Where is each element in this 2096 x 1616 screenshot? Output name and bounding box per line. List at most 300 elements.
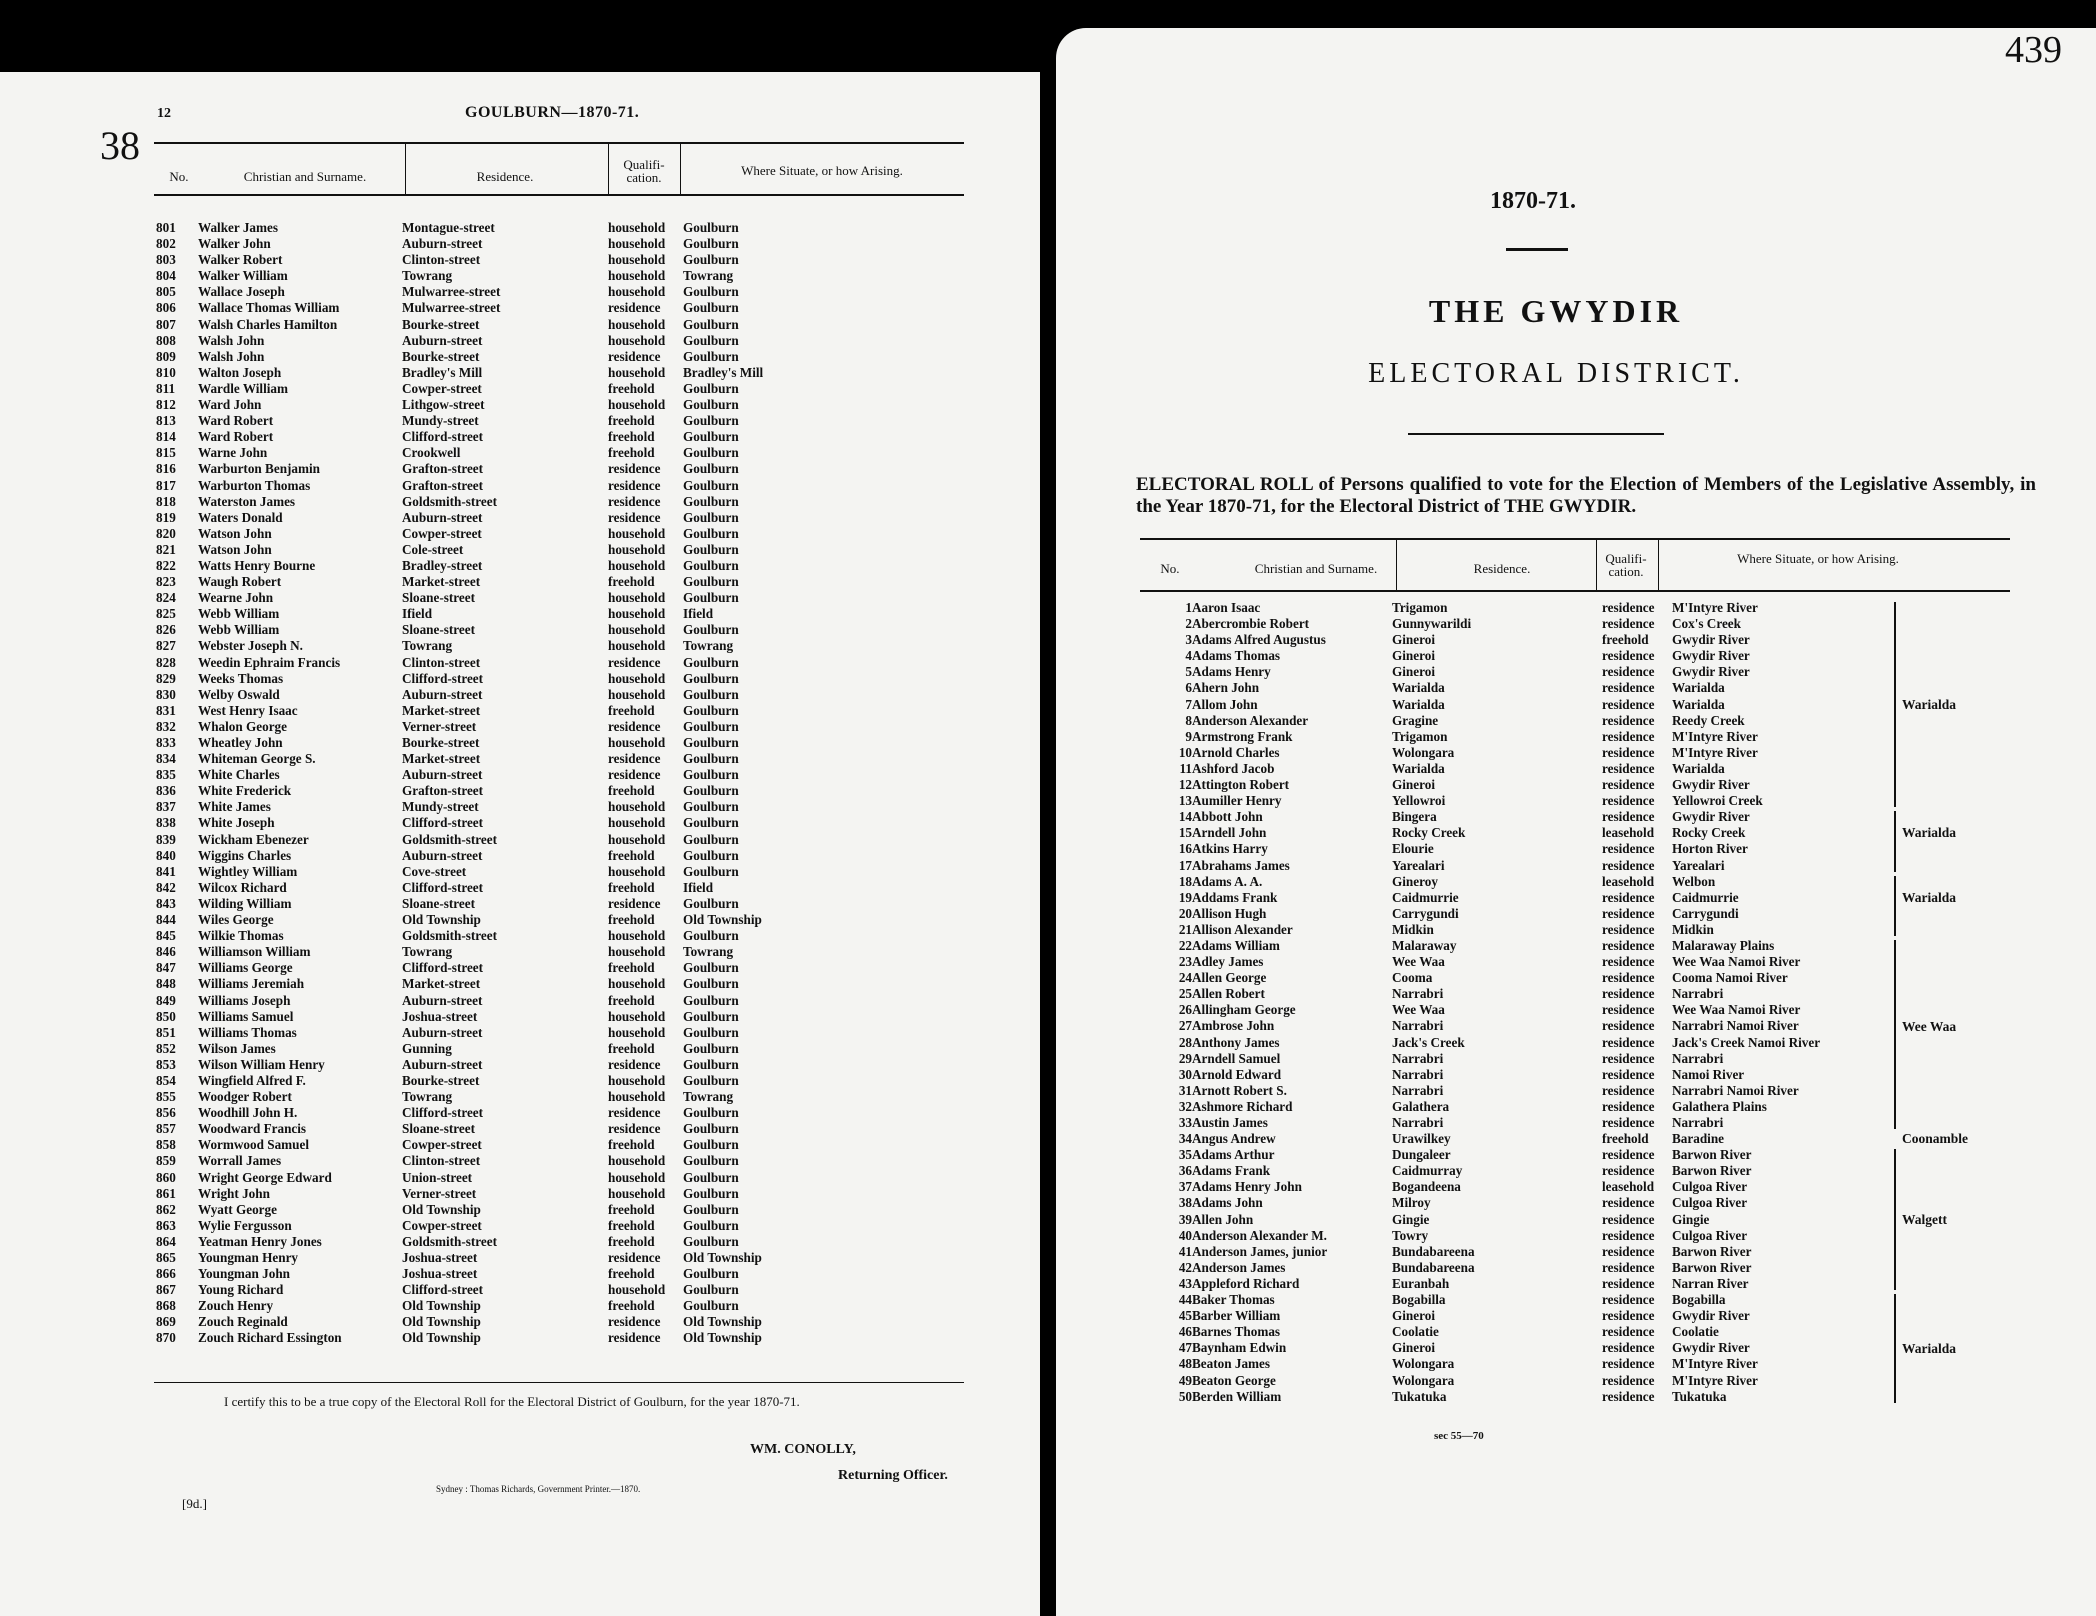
col-header-residence: Residence. [1473,561,1531,576]
qualification: household [608,236,666,252]
entry-number: 803 [156,252,176,268]
table-row [156,1330,843,1346]
qualification: residence [1602,1356,1655,1372]
residence: Galathera [1392,1098,1450,1114]
group-label: Coonamble [1902,1131,1969,1147]
voter-name: Ashford Jacob [1192,760,1275,776]
table-row [156,896,843,912]
table-row [156,687,843,703]
where-situate: Goulburn [683,300,739,316]
entry-number: 30 [1178,1066,1192,1082]
table-row [1150,1083,1862,1099]
voter-name: Arnold Edward [1192,1066,1282,1082]
voter-name: Allen Robert [1192,986,1265,1002]
voter-name: Arndell Samuel [1192,1050,1281,1066]
table-row [1150,954,1862,970]
qualification: household [608,670,666,686]
where-situate: Goulburn [683,541,739,557]
residence: Narrabri [1392,1082,1444,1098]
table-row [156,445,843,461]
entry-number: 862 [156,1201,176,1217]
entry-number: 822 [156,557,176,573]
table-row [156,300,843,316]
entry-number: 16 [1178,841,1192,857]
where-situate: Goulburn [683,622,739,638]
qualification: residence [608,348,661,364]
voter-name: Waugh Robert [198,574,282,590]
table-row [156,429,843,445]
residence: Market-street [402,574,481,590]
residence: Crookwell [402,445,461,461]
table-row [1150,1244,1862,1260]
voter-name: Ward John [198,397,262,413]
voter-name: Baynham Edwin [1192,1340,1287,1356]
residence: Bogabilla [1392,1292,1446,1308]
table-bottom-rule [154,1382,964,1383]
where-situate: Goulburn [683,525,739,541]
qualification: residence [1602,1340,1655,1356]
table-row [1150,825,1862,841]
qualification: residence [1602,1308,1655,1324]
qualification: residence [1602,1018,1655,1034]
where-situate: Barwon River [1672,1163,1752,1179]
voter-name: Williams Joseph [198,992,291,1008]
table-row [156,1105,843,1121]
residence: Towrang [402,638,453,654]
residence: Sloane-street [402,590,476,606]
voter-name: Ward Robert [198,429,274,445]
qualification: residence [608,300,661,316]
qualification: household [608,606,666,622]
qualification: residence [1602,1211,1655,1227]
qualification: freehold [608,445,655,461]
col-divider [1396,540,1397,592]
voter-name: Abbott John [1192,809,1263,825]
entry-number: 836 [156,783,176,799]
residence: Lithgow-street [402,397,485,413]
qualification: freehold [608,992,655,1008]
where-situate: Narrabri Namoi River [1672,1082,1799,1098]
entry-number: 834 [156,751,176,767]
qualification: residence [1602,889,1655,905]
where-situate: Baradine [1672,1131,1725,1147]
voter-name: Anderson Alexander M. [1192,1227,1327,1243]
voter-name: Youngman John [198,1266,290,1282]
residence: Gunnywarildi [1392,616,1472,632]
table-row [156,1266,843,1282]
qualification: residence [608,718,661,734]
voter-name: Walker James [198,220,278,235]
qualification: freehold [608,879,655,895]
residence: Gragine [1392,712,1439,728]
entry-number: 842 [156,879,176,895]
table-row [156,236,843,252]
where-situate: Goulburn [683,332,739,348]
qualification: residence [1602,1259,1655,1275]
voter-name: Wilson William Henry [198,1056,325,1072]
entry-number: 44 [1178,1292,1192,1308]
voter-name: Aaron Isaac [1192,600,1261,615]
col-header-where: Where Situate, or how Arising. [741,163,903,178]
where-situate: Goulburn [683,1121,739,1137]
entry-number: 865 [156,1250,176,1265]
table-row [156,719,843,735]
residence: Narrabri [1392,1066,1444,1082]
entry-number: 21 [1178,921,1192,937]
entry-number: 37 [1178,1179,1192,1195]
entry-number: 40 [1178,1227,1192,1243]
voter-name: Barnes Thomas [1192,1324,1281,1340]
table-row [156,1137,843,1153]
entry-number: 33 [1178,1115,1192,1130]
table-row [156,1218,843,1234]
qualification: leasehold [1602,1179,1655,1195]
qualification: leasehold [1602,873,1655,889]
residence: Bourke-street [402,1072,480,1088]
table-row [1150,697,1862,713]
voter-name: Allom John [1192,696,1258,712]
entry-number: 846 [156,944,176,960]
group-label: Warialda [1902,696,1957,712]
residence: Clifford-street [402,815,484,831]
voter-name: Austin James [1192,1115,1268,1130]
qualification: residence [608,1056,661,1072]
where-situate: Culgoa River [1672,1195,1748,1211]
where-situate: Goulburn [683,976,739,992]
where-situate: Towrang [683,638,734,654]
table-row [1150,858,1862,874]
col-header-no: No. [169,169,189,184]
electoral-roll-table [156,220,843,1347]
table-row [156,799,843,815]
entry-number: 801 [156,220,176,235]
table-row [1150,1067,1862,1083]
where-situate: Goulburn [683,316,739,332]
where-situate: Goulburn [683,590,739,606]
entry-number: 34 [1178,1131,1192,1147]
entry-number: 828 [156,654,176,670]
title-rule-short [1506,248,1568,251]
voter-name: Allen George [1192,970,1267,986]
entry-number: 35 [1178,1147,1192,1163]
where-situate: M'Intyre River [1672,728,1758,744]
table-row [1150,1324,1862,1340]
qualification: household [608,863,666,879]
where-situate: Goulburn [683,751,739,767]
qualification: residence [1602,696,1655,712]
qualification: household [608,831,666,847]
table-row [1150,664,1862,680]
where-situate: Gwydir River [1672,777,1750,793]
entry-number: 805 [156,284,176,300]
voter-name: White James [198,799,271,815]
qualification: residence [1602,1195,1655,1211]
entry-number: 22 [1178,937,1192,953]
table-row [156,944,843,960]
voter-name: Adams Alfred Augustus [1192,632,1326,648]
residence: Wolongara [1392,744,1455,760]
residence: Auburn-street [402,767,483,783]
where-situate: Gwydir River [1672,1340,1750,1356]
entry-number: 31 [1178,1082,1192,1098]
where-situate: Goulburn [683,1072,739,1088]
table-row [1150,1179,1862,1195]
table-row [156,1186,843,1202]
group-label: Warialda [1902,889,1957,905]
table-row [1150,1292,1862,1308]
qualification: residence [1602,841,1655,857]
table-row [156,1314,843,1330]
table-row [156,1250,843,1266]
entry-number: 857 [156,1121,176,1137]
entry-number: 7 [1185,696,1192,712]
qualification: household [608,525,666,541]
where-situate: Goulburn [683,831,739,847]
qualification: household [608,332,666,348]
group-bracket [1888,876,1896,936]
voter-name: Waterston James [198,493,296,509]
qualification: household [608,1153,666,1169]
district-subtitle: ELECTORAL DISTRICT. [1368,358,1744,389]
entry-number: 806 [156,300,176,316]
entry-number: 18 [1178,873,1192,889]
entry-number: 49 [1178,1372,1192,1388]
residence: Bourke-street [402,735,480,750]
table-row [156,1282,843,1298]
residence: Malaraway [1392,937,1457,953]
right-page [1056,28,2096,1616]
qualification: residence [1602,1372,1655,1388]
residence: Auburn-street [402,686,483,702]
qualification: freehold [608,1137,655,1153]
where-situate: Narrabri [1672,986,1724,1002]
table-row [156,832,843,848]
voter-name: Watson John [198,525,272,541]
where-situate: Warialda [1672,760,1725,776]
qualification: household [608,1089,666,1105]
where-situate: Culgoa River [1672,1179,1748,1195]
residence: Jack's Creek [1392,1034,1465,1050]
table-row [1150,986,1862,1002]
qualification: residence [1602,777,1655,793]
where-situate: Goulburn [683,380,739,396]
voter-name: Abercrombie Robert [1192,616,1310,632]
qualification: freehold [608,960,655,976]
table-row [1150,809,1862,825]
residence: Gineroy [1392,873,1438,889]
entry-number: 23 [1178,954,1192,970]
qualification: household [608,735,666,750]
entry-number: 10 [1178,744,1192,760]
where-situate: Wee Waa Namoi River [1672,954,1801,970]
table-row [1150,1228,1862,1244]
table-row [1150,632,1862,648]
where-situate: Goulburn [683,1137,739,1153]
page-header-title: GOULBURN—1870-71. [465,104,640,121]
voter-name: Adams John [1192,1195,1263,1211]
voter-name: White Joseph [198,815,275,831]
qualification: residence [1602,1098,1655,1114]
qualification: household [608,1072,666,1088]
qualification: residence [1602,600,1655,615]
table-row [156,333,843,349]
qualification: freehold [608,1040,655,1056]
residence: Gineroi [1392,1308,1435,1324]
voter-name: Warburton Thomas [198,477,311,493]
voter-name: Wiles George [198,912,274,928]
residence: Ifield [402,606,433,622]
table-row [156,284,843,300]
qualification: leasehold [1602,825,1655,841]
voter-name: Wallace Thomas William [198,300,340,316]
voter-name: Adams A. A. [1192,873,1263,889]
entry-number: 817 [156,477,176,493]
where-situate: M'Intyre River [1672,600,1758,615]
residence: Caidmurrie [1392,889,1459,905]
entry-number: 860 [156,1169,176,1185]
qualification: household [608,284,666,300]
entry-number: 832 [156,718,176,734]
table-row [156,558,843,574]
table-row [156,413,843,429]
voter-name: Walsh John [198,332,265,348]
group-label: Warialda [1902,825,1957,841]
qualification: residence [1602,1115,1655,1130]
voter-name: Adams Thomas [1192,648,1281,664]
residence: Trigamon [1392,600,1448,615]
entry-number: 858 [156,1137,176,1153]
voter-name: Wyatt George [198,1201,277,1217]
voter-name: Aumiller Henry [1192,793,1282,809]
entry-number: 9 [1185,728,1192,744]
voter-name: Warne John [198,445,268,461]
voter-name: Walker John [198,236,271,252]
entry-number: 807 [156,316,176,332]
entry-number: 833 [156,735,176,750]
voter-name: Wickham Ebenezer [198,831,309,847]
voter-name: Wightley William [198,863,298,879]
voter-name: Woodhill John H. [198,1105,298,1121]
where-situate: Goulburn [683,1233,739,1249]
residence: Market-street [402,976,481,992]
table-row [156,397,843,413]
voter-name: Attington Robert [1192,777,1290,793]
residence: Cowper-street [402,1137,482,1153]
qualification: residence [1602,1002,1655,1018]
where-situate: Coolatie [1672,1324,1719,1340]
voter-name: West Henry Isaac [198,702,298,718]
where-situate: Goulburn [683,1185,739,1201]
voter-name: Yeatman Henry Jones [198,1233,322,1249]
where-situate: Malaraway Plains [1672,937,1775,953]
residence: Warialda [1392,760,1445,776]
voter-name: Walker William [198,268,288,284]
table-row [1150,793,1862,809]
where-situate: Goulburn [683,429,739,445]
voter-name: Youngman Henry [198,1250,299,1265]
where-situate: Goulburn [683,670,739,686]
residence: Gineroi [1392,632,1435,648]
table-row [156,1089,843,1105]
voter-name: Zouch Reginald [198,1314,288,1330]
residence: Joshua-street [402,1008,478,1024]
qualification: household [608,638,666,654]
page-number: 439 [2005,29,2062,71]
voter-name: Allingham George [1192,1002,1296,1018]
residence: Auburn-street [402,236,483,252]
residence: Bogandeena [1392,1179,1461,1195]
voter-name: Williams Thomas [198,1024,297,1040]
where-situate: Goulburn [683,815,739,831]
residence: Grafton-street [402,477,484,493]
col-divider [1658,540,1659,592]
table-row [1150,600,1862,616]
where-situate: Goulburn [683,783,739,799]
qualification: freehold [608,1266,655,1282]
where-situate: Gwydir River [1672,648,1750,664]
where-situate: Midkin [1672,921,1714,937]
where-situate: Carrygundi [1672,905,1739,921]
table-row [156,1298,843,1314]
table-row [156,783,843,799]
entry-number: 853 [156,1056,176,1072]
qualification: residence [608,1121,661,1137]
entry-number: 39 [1178,1211,1192,1227]
residence: Urawilkey [1392,1131,1451,1147]
qualification: residence [1602,1388,1655,1404]
table-row [156,864,843,880]
voter-name: Wilkie Thomas [198,928,284,944]
table-row [1150,938,1862,954]
table-row [156,848,843,864]
table-top-rule [1140,538,2010,540]
entry-number: 826 [156,622,176,638]
entry-number: 843 [156,895,176,911]
voter-name: Allison Alexander [1192,921,1293,937]
voter-name: Wardle William [198,380,288,396]
entry-number: 24 [1178,970,1192,986]
col-header-no: No. [1160,561,1180,576]
where-situate: Rocky Creek [1672,825,1746,841]
voter-name: White Frederick [198,783,292,799]
residence: Auburn-street [402,332,483,348]
residence: Clifford-street [402,879,484,895]
table-row [1150,1389,1862,1405]
entry-number: 15 [1178,825,1192,841]
residence: Old Township [402,1330,481,1346]
where-situate: Goulburn [683,220,739,235]
qualification: residence [1602,1163,1655,1179]
voter-name: Beaton James [1192,1356,1271,1372]
residence: Warialda [1392,680,1445,696]
residence: Cole-street [402,541,464,557]
table-row [1150,1147,1862,1163]
entry-number: 29 [1178,1050,1192,1066]
table-row [156,220,843,236]
entry-number: 14 [1178,809,1192,825]
entry-number: 813 [156,413,176,429]
col-header-name: Christian and Surname. [243,169,367,184]
col-header-residence: Residence. [476,169,534,184]
col-header-qualification: Qualifi-cation. [623,157,665,185]
residence: Dungaleer [1392,1147,1451,1163]
where-situate: Culgoa River [1672,1227,1748,1243]
table-row [156,478,843,494]
voter-name: Warburton Benjamin [198,461,320,477]
table-row [156,928,843,944]
table-row [156,1057,843,1073]
qualification: residence [608,1250,661,1265]
